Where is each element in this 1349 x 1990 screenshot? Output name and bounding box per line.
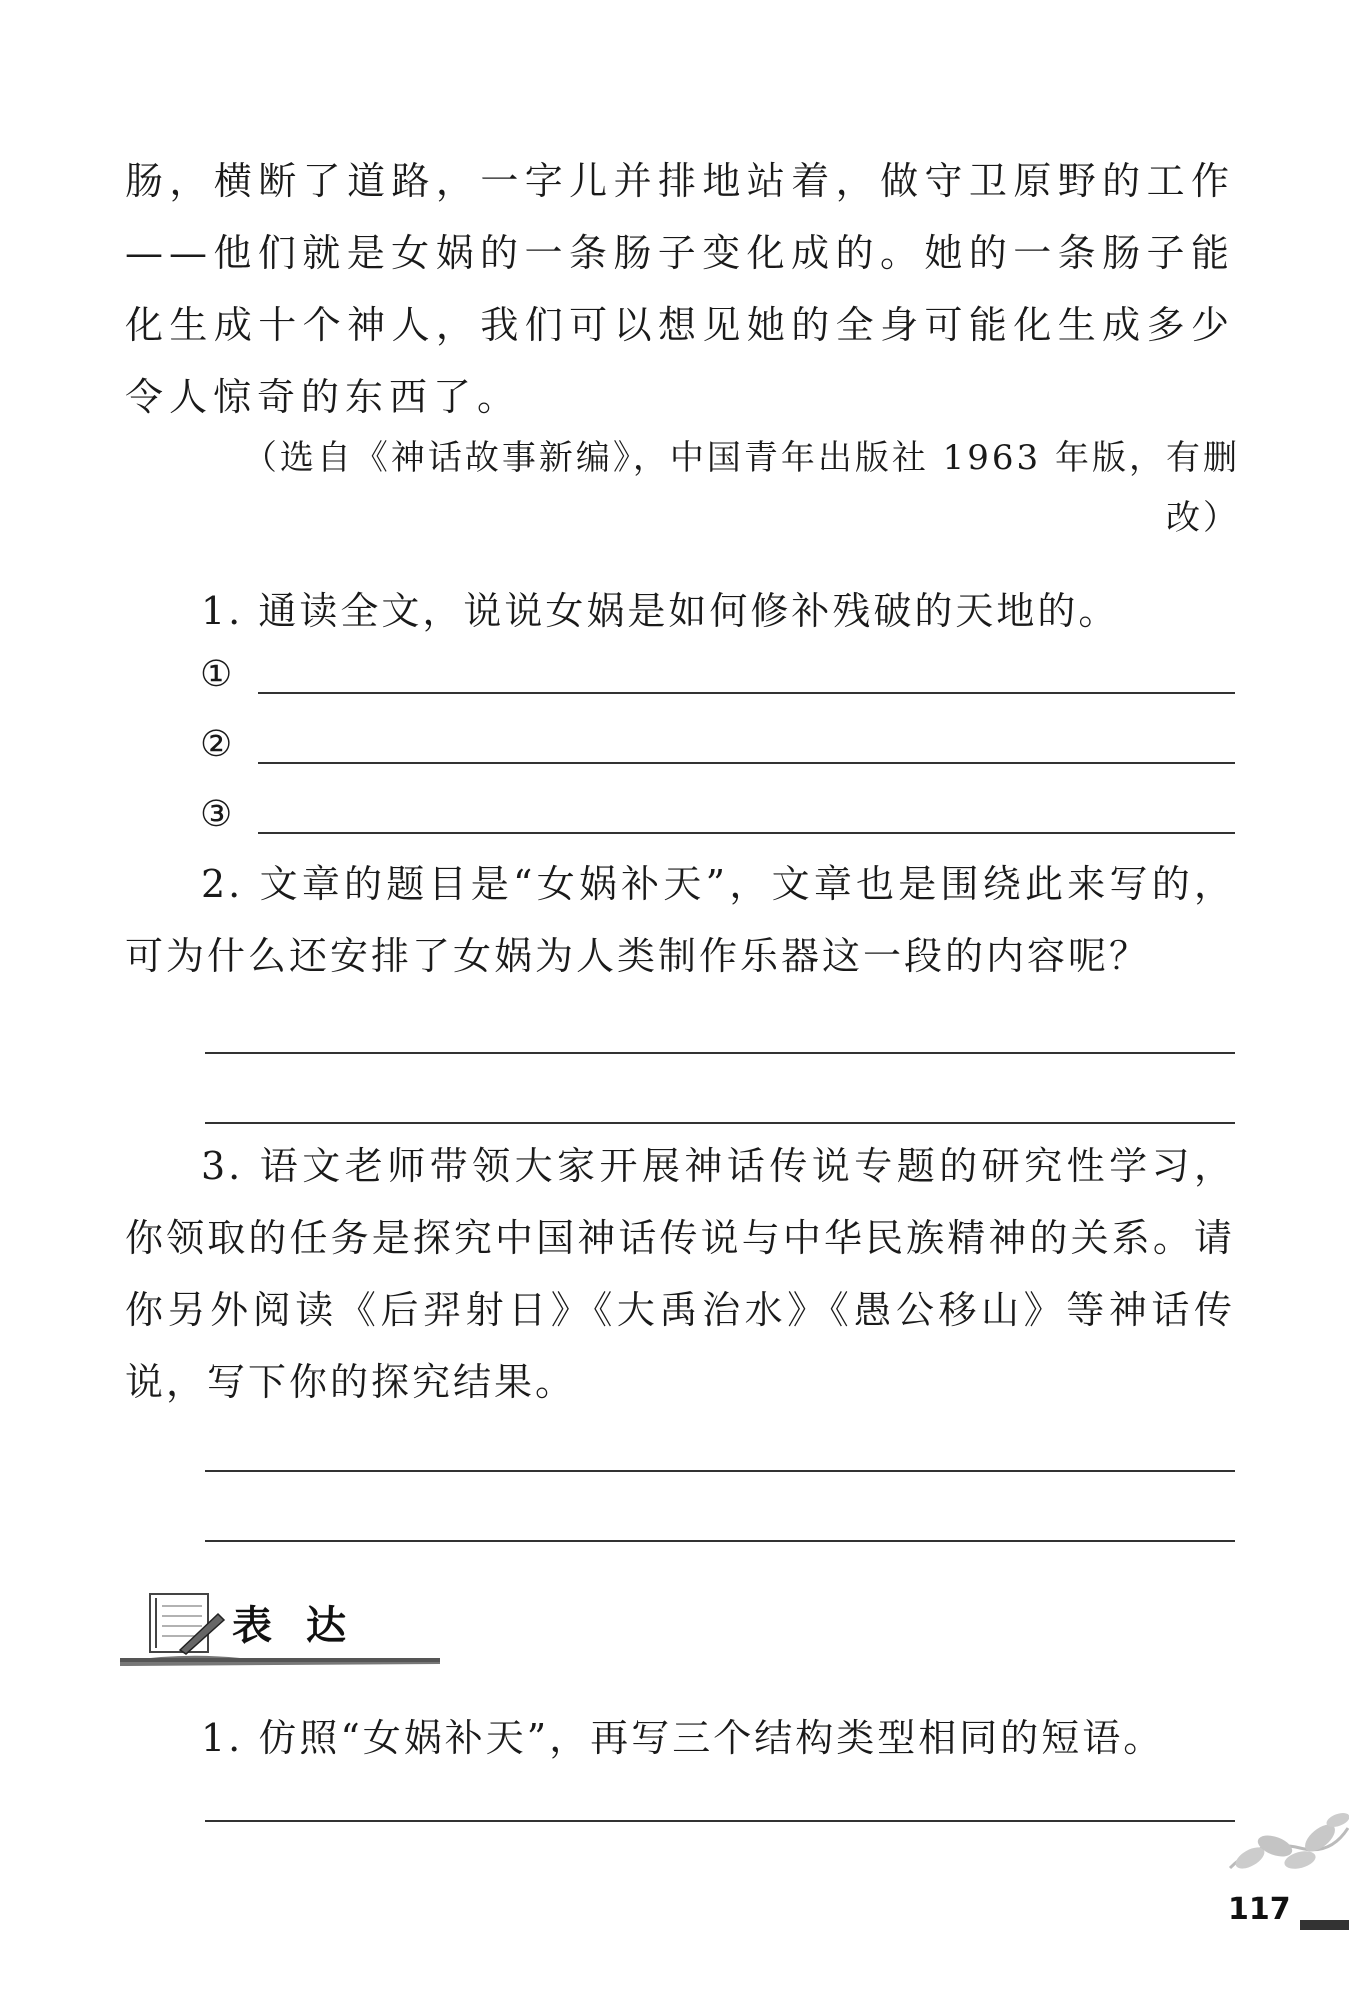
section-title: 表达 — [232, 1603, 380, 1649]
answer-underline — [258, 762, 1235, 764]
answer-line-1[interactable] — [200, 650, 1235, 700]
question-3: 3. 语文老师带领大家开展神话传说专题的研究性学习，你领取的任务是探究中国神话传说与中华民族精神的关系。请你另外阅读《后羿射日》《大禹治水》《愚公移山》等神话传说，写下你的探究结果。 — [125, 1144, 1235, 1404]
answer-line[interactable] — [205, 1510, 1235, 1542]
question-2: 2. 文章的题目是“女娲补天”，文章也是围绕此来写的，可为什么还安排了女娲为人类制作乐器这一段的内容呢？ — [125, 862, 1235, 978]
page-number: 117 — [1228, 1892, 1291, 1927]
circled-number-2: ② — [200, 724, 233, 765]
expression-question-1: 1. 仿照“女娲补天”，再写三个结构类型相同的短语。 — [201, 1716, 1165, 1760]
answer-line[interactable] — [205, 1022, 1235, 1054]
leaf-decoration-icon — [1220, 1808, 1349, 1888]
circled-number-1: ① — [200, 654, 233, 695]
answer-line[interactable] — [205, 1092, 1235, 1124]
answer-line[interactable] — [205, 1790, 1235, 1822]
page-number-bar — [1300, 1920, 1349, 1930]
section-header — [120, 1588, 440, 1668]
passage-text: 肠，横断了道路，一字儿并排地站着，做守卫原野的工作——他们就是女娲的一条肠子变化成的。她的一条肠子能化生成十个神人，我们可以想见她的全身可能化生成多少令人惊奇的东西了。 — [125, 159, 1235, 419]
passage-source: （选自《神话故事新编》，中国青年出版社 1963 年版，有删改） — [242, 438, 1240, 538]
answer-line-2[interactable] — [200, 720, 1235, 770]
answer-line-3[interactable] — [200, 790, 1235, 840]
answer-line[interactable] — [205, 1440, 1235, 1472]
circled-number-3: ③ — [200, 794, 233, 835]
answer-underline — [258, 692, 1235, 694]
question-1: 1. 通读全文，说说女娲是如何修补残破的天地的。 — [201, 589, 1120, 633]
answer-underline — [258, 832, 1235, 834]
